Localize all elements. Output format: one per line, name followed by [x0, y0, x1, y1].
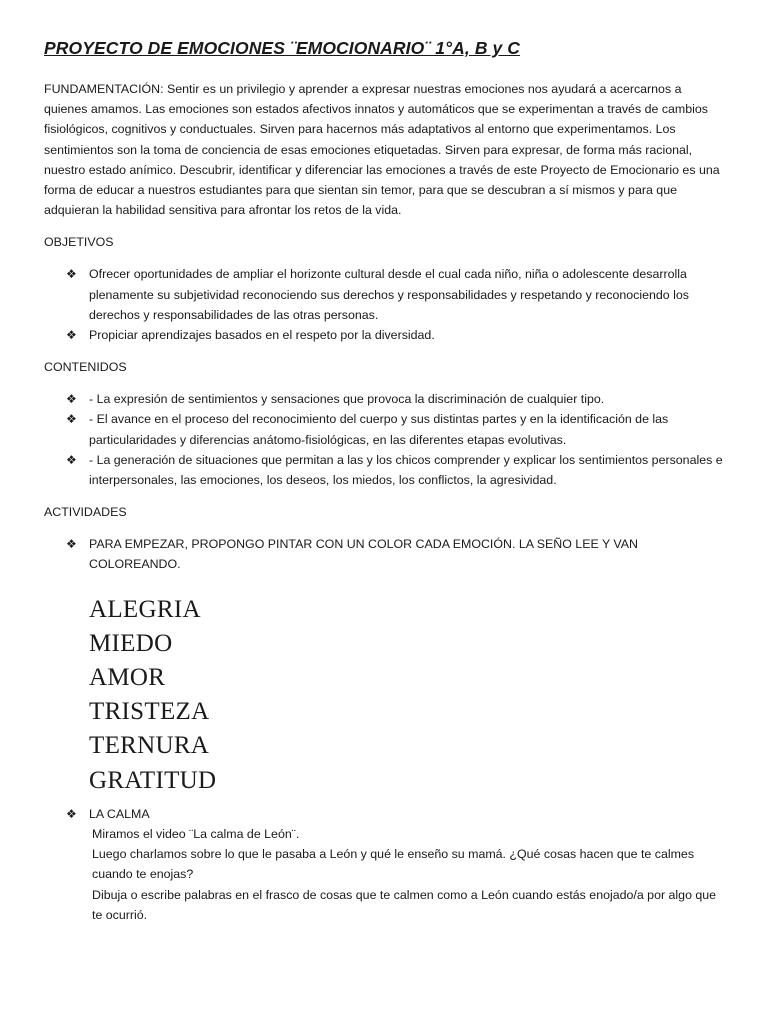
fundamentacion-paragraph: FUNDAMENTACIÓN: Sentir es un privilegio y aprender a expresar nuestras emociones nos ayudará a acercarnos a quienes amamos. Las emociones son estados afectivos innatos y automáticos que se experimentan a través de cambios fisiológicos, cognitivos y conductuales. Sirven para hacernos más adaptativos al entorno que experimentamos. Los sentimientos son la toma de conciencia de esas emociones etiquetadas. Sirven para expresar, de forma más racional, nuestro estado anímico. Descubrir, identificar y diferenciar las emociones a través de este Proyecto de Emocionario es una forma de educar a nuestros estudiantes para que sientan sin temor, para que se descubran a sí mismos y para que adquieran la habilidad sensitiva para afrontar los retos de la vida.: [44, 82, 720, 218]
calma-line: Luego charlamos sobre lo que le pasaba a León y qué le enseño su mamá. ¿Qué cosas hacen que te calmes cuando te enojas?: [92, 847, 695, 882]
list-item: [44, 409, 728, 449]
diamond-bullet-icon: ❖: [66, 267, 77, 282]
list-item: [44, 534, 728, 574]
list-item-text: Ofrecer oportunidades de ampliar el horizonte cultural desde el cual cada niño, niña o adolescente desarrolla plenamente su subjetividad reconociendo sus derechos y responsabilidades y respetando y reconociendo los derechos y responsabilidades de las otras personas.: [89, 267, 689, 322]
diamond-bullet-icon: ❖: [66, 537, 77, 552]
emotion-word: GRATITUD: [89, 766, 217, 794]
list-item: [44, 450, 728, 490]
list-item: [44, 804, 728, 925]
actividades-intro: PARA EMPEZAR, PROPONGO PINTAR CON UN COLOR CADA EMOCIÓN. LA SEÑO LEE Y VAN COLOREANDO.: [89, 537, 638, 572]
actividades-heading: ACTIVIDADES: [44, 505, 127, 520]
contenidos-heading: CONTENIDOS: [44, 360, 127, 375]
page-title: PROYECTO DE EMOCIONES ¨EMOCIONARIO¨ 1°A, B y C: [44, 38, 521, 58]
emotion-word: ALEGRIA: [89, 595, 201, 623]
list-item-text: - La expresión de sentimientos y sensaciones que provoca la discriminación de cualquier tipo.: [89, 392, 605, 407]
emotion-word: TRISTEZA: [89, 698, 210, 726]
diamond-bullet-icon: ❖: [66, 452, 77, 467]
list-item: [44, 389, 728, 409]
list-item-text: - La generación de situaciones que permitan a las y los chicos comprender y explicar los sentimientos personales e interpersonales, las emociones, los deseos, los miedos, los conflictos, la agresividad.: [89, 452, 723, 488]
contenidos-list: [44, 389, 728, 490]
diamond-bullet-icon: ❖: [66, 412, 77, 427]
calma-line: Dibuja o escribe palabras en el frasco de cosas que te calmen como a León cuando estás enojado/a por algo que te ocurrió.: [92, 887, 717, 922]
objetivos-heading: OBJETIVOS: [44, 235, 114, 250]
objetivos-list: [44, 264, 728, 345]
emotion-word: TERNURA: [89, 732, 210, 760]
calma-list: [44, 804, 728, 925]
diamond-bullet-icon: ❖: [66, 328, 77, 343]
list-item: [44, 325, 728, 345]
diamond-bullet-icon: ❖: [66, 806, 77, 821]
calma-title: LA CALMA: [89, 806, 150, 821]
calma-line: Miramos el video ¨La calma de León¨.: [92, 827, 300, 842]
emotion-word: MIEDO: [89, 629, 173, 657]
list-item-text: - El avance en el proceso del reconocimiento del cuerpo y sus distintas partes y en la identificación de las particularidades y diferencias anátomo-fisiológicas, en las diferentes etapas evolutivas.: [89, 412, 669, 447]
emotions-list: [89, 593, 728, 798]
emotion-word: AMOR: [89, 664, 166, 692]
diamond-bullet-icon: ❖: [66, 392, 77, 407]
actividades-list: [44, 534, 728, 574]
list-item: [44, 264, 728, 325]
list-item-text: Propiciar aprendizajes basados en el respeto por la diversidad.: [89, 328, 435, 343]
